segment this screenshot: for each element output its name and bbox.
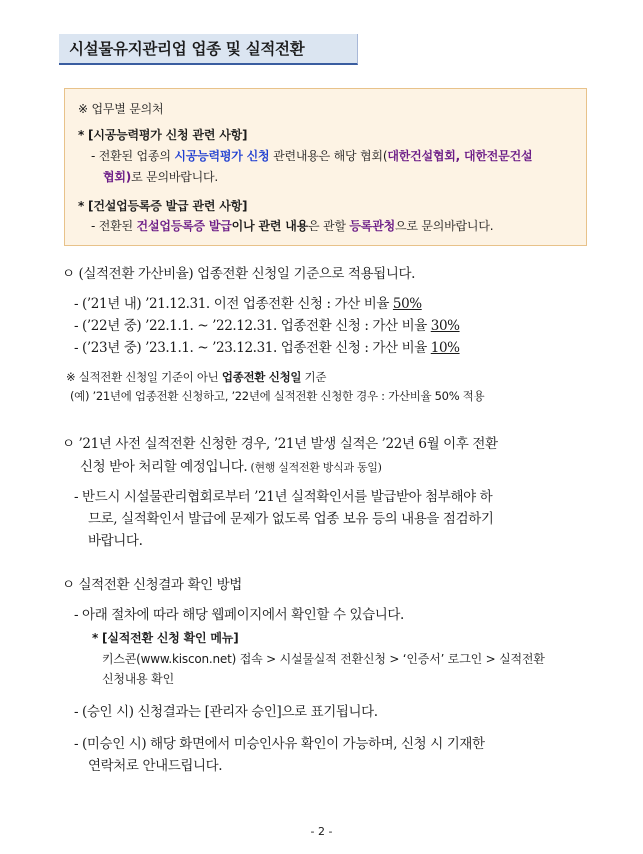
section-c-heading: ㅇ 실적전환 신청결과 확인 방법: [62, 577, 242, 593]
section1-line1: - 전환된 업종의 시공능력평가 신청 관련내용은 해당 협회(대한건설협회, 대한전문건설: [91, 149, 533, 163]
rate-row: - (’22년 중) ’22.1.1. ~ ’22.12.31. 업종전환 신청 : 가산 비율 30%: [74, 318, 460, 334]
section1-label: * [시공능력평가 신청 관련 사항]: [78, 128, 248, 142]
page-title: 시설물유지관리업 업종 및 실적전환: [59, 34, 358, 65]
section2-label: * [건설업등록증 발급 관련 사항]: [78, 199, 248, 213]
section-b-line3: - 반드시 시설물관리협회로부터 ’21년 실적확인서를 발급받아 첨부해야 하: [74, 489, 493, 505]
menu-path-line2: 신청내용 확인: [102, 672, 174, 686]
section-c-line2: - (승인 시) 신청결과는 [관리자 승인]으로 표기됩니다.: [74, 704, 378, 720]
rate-row: - (’21년 내) ’21.12.31. 이전 업종전환 신청 : 가산 비율 50%: [74, 296, 422, 312]
section-a-note1: ※ 실적전환 신청일 기준이 아닌 업종전환 신청일 기준: [66, 370, 327, 384]
section-c-line4: 연락처로 안내드립니다.: [88, 758, 223, 774]
section-b-line4: 므로, 실적확인서 발급에 문제가 없도록 업종 보유 등의 내용을 점검하기: [88, 511, 494, 527]
section-a-heading: ㅇ (실적전환 가산비율) 업종전환 신청일 기준으로 적용됩니다.: [62, 266, 415, 282]
section1-line2: 협회)로 문의바랍니다.: [103, 170, 219, 184]
contact-heading: ※ 업무별 문의처: [78, 102, 164, 116]
contact-info-box: [64, 88, 587, 246]
rate-row: - (’23년 중) ’23.1.1. ~ ’23.12.31. 업종전환 신청 : 가산 비율 10%: [74, 340, 460, 356]
section-a-note2: (예) ’21년에 업종전환 신청하고, ’22년에 실적전환 신청한 경우 : 가산비율 50% 적용: [70, 389, 485, 403]
section2-line1: - 전환된 건설업등록증 발급이나 관련 내용은 관할 등록관청으로 문의바랍니다.: [91, 219, 494, 233]
section-b-line1: ㅇ ’21년 사전 실적전환 신청한 경우, ’21년 발생 실적은 ’22년 6월 이후 전환: [62, 436, 498, 452]
menu-path-line1: 키스콘(www.kiscon.net) 접속 > 시설물실적 전환신청 > ‘인증서’ 로그인 > 실적전환: [102, 652, 545, 666]
section-b-line2: 신청 받아 처리할 예정입니다. (현행 실적전환 방식과 동일): [80, 459, 382, 475]
section-c-line1: - 아래 절차에 따라 해당 웹페이지에서 확인할 수 있습니다.: [74, 607, 404, 623]
menu-label: * [실적전환 신청 확인 메뉴]: [92, 631, 239, 645]
section-c-line3: - (미승인 시) 해당 화면에서 미승인사유 확인이 가능하며, 신청 시 기재한: [74, 736, 485, 752]
page-number: - 2 -: [310, 825, 333, 838]
section-b-line5: 바랍니다.: [88, 533, 143, 549]
